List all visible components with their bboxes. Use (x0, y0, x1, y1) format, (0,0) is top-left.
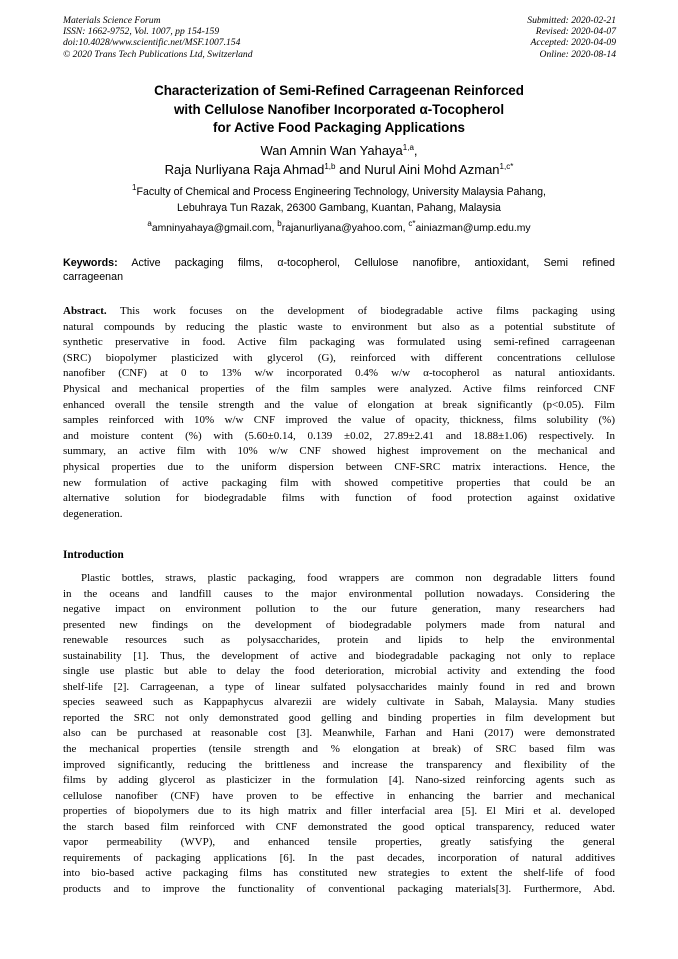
author-name: Wan Amnin Wan Yahaya (260, 143, 403, 158)
abstract-line: physical properties due to the uniform dispersion between CNF-SRC matrix interactions. Hence, the (63, 460, 615, 473)
paper-title (40, 82, 638, 138)
keywords (63, 256, 615, 285)
affiliation (40, 185, 638, 216)
abstract-line: nanofiber (CNF) at 0 to 13% w/w incorporated 0.4% w/w α-tocopherol as natural antioxidants. (63, 367, 615, 380)
online-date: Online: 2020-08-14 (539, 48, 616, 60)
abstract (63, 304, 615, 522)
body-line: reported the SRC not only demonstrated good gelling and binding properties in film development but (63, 711, 615, 724)
author-name: Nurul Aini Mohd Azman (364, 162, 500, 177)
author-affiliation-mark: 1,c* (499, 162, 514, 171)
body-line: improved significantly, reducing the brittleness and increase the transparency and flexibility of the (63, 758, 615, 771)
affiliation-mark: 1 (132, 183, 137, 192)
submitted-date: Submitted: 2020-02-21 (527, 15, 616, 26)
issn-line: ISSN: 1662-9752, Vol. 1007, pp 154-159 (63, 26, 220, 38)
body-line: sustainability [1]. Thus, the development of active and biodegradable packaging not only to replace (63, 649, 615, 662)
author-affiliation-mark: 1,b (324, 162, 336, 171)
body-line: species seaweed such as Kappaphycus alvarezii are widely cultivate in Sabah, Malaysia. Many studies (63, 696, 615, 709)
body-line: properties of biopolymers due to its high matrix and filler interfacial area [5]. El Miri et al. developed (63, 805, 615, 818)
author-affiliation-mark: 1,a (402, 143, 414, 152)
body-line: products and to improve the functionality of conventional packaging materials[3]. Furthermore, Abd. (63, 882, 615, 895)
body-line: negative impact on environment pollution to the our future generation, many researchers had (63, 603, 615, 616)
journal-header-left (63, 15, 253, 60)
email-address[interactable]: ainiazman@ump.edu.my (415, 223, 531, 234)
body-line: cellulose nanofiber (CNF) have proven to be effective in enhancing the barrier and mechanical (63, 789, 615, 802)
body-line: in the oceans and landfill causes to the major environmental pollution nowadays. Considering the (63, 587, 615, 600)
keywords-text: Active packaging films, α-tocopherol, Cellulose nanofibre, antioxidant, Semi refined (117, 257, 615, 269)
abstract-line: enhanced overall the tensile strength and the value of elongation at break significantly (p<0.05). Film (63, 398, 615, 411)
affiliation-line: Faculty of Chemical and Process Engineering Technology, University Malaysia Pahang, (136, 186, 546, 198)
abstract-line: summary, an active film with 10% w/w CNF showed highest improvement on the mechanical and (63, 445, 615, 458)
accepted-date: Accepted: 2020-04-09 (530, 37, 616, 49)
author-name: Raja Nurliyana Raja Ahmad (164, 162, 325, 177)
body-line: the starch based film reinforced with CNF demonstrated the good optical transparency, reduced water (63, 820, 615, 833)
title-line: with Cellulose Nanofiber Incorporated α-Tocopherol (173, 101, 505, 117)
abstract-line: and moisture content (%) with (5.60±0.14, 0.139 ±0.02, 27.89±2.41 and 18.88±1.06) respectively. In (63, 429, 615, 442)
section-heading-introduction: Introduction (63, 549, 124, 561)
body-line: requirements of packaging applications [6]. In the past decades, incorporation of natural additives (63, 851, 615, 864)
body-line: shelf-life [2]. Carrageenan, a type of linear sulfated polysaccharides mainly found in red and brown (63, 680, 615, 693)
journal-header-right (527, 15, 616, 60)
title-line: for Active Food Packaging Applications (213, 120, 465, 135)
body-line: renewable resources such as polysaccharides, protein and lipids to help the environmental (63, 634, 615, 647)
body-line: presented new findings on the development of biodegradable polymers made from natural and (63, 618, 615, 631)
abstract-line: degeneration. (63, 507, 123, 520)
email-mark: c* (408, 219, 416, 228)
body-line: single use plastic but able to delay the food deterioration, microbial activity and extending the food (63, 665, 615, 678)
abstract-label: Abstract. (63, 305, 107, 317)
abstract-line: natural compounds by reducing the plastic waste to environment but also as a potential substitute of (63, 320, 615, 333)
keywords-label: Keywords: (63, 257, 118, 269)
journal-name: Materials Science Forum (63, 15, 161, 26)
introduction-body (63, 571, 615, 897)
body-line: Plastic bottles, straws, plastic packaging, food wrappers are common non degradable litters found (81, 572, 615, 584)
email-address[interactable]: rajanurliyana@yahoo.com, (281, 223, 409, 234)
body-line: also can be purchased at reasonable cost [3]. Meanwhile, Farhan and Hani (2017) were demonstrated (63, 727, 615, 740)
body-line: vapor permeability (WVP), and enhanced tensile properties, greatly satisfying the general (63, 836, 615, 849)
body-line: the mechanical properties (tensile strength and % elongation at break) of SRC based film was (63, 743, 615, 756)
email-mark: a (147, 219, 152, 228)
abstract-line: alternative solution for biodegradable films with function of food protection against oxidative (63, 492, 615, 505)
email-address[interactable]: amninyahaya@gmail.com, (151, 223, 278, 234)
body-line: films by adding glycerol as plasticizer in the formulation [4]. Nano-sized reinforcing agents such as (63, 774, 615, 787)
author-conjunction: and (335, 162, 365, 177)
body-line: into bio-based active packaging films has constituted new strategies to extent the shelf-life of food (63, 867, 615, 880)
revised-date: Revised: 2020-04-07 (535, 26, 616, 38)
email-mark: b (277, 219, 282, 228)
email-list (40, 219, 638, 236)
abstract-line: new formulation of active packaging film with showed competitive properties that could be an (63, 476, 615, 489)
abstract-line: (SRC) biopolymer plasticized with glycerol (G), reinforced with different concentrations cellulose (63, 351, 615, 364)
abstract-line: samples reinforced with 10% w/w CNF improved the value of opacity, thickness, films solubility (%) (63, 414, 615, 427)
author-separator: , (413, 143, 418, 158)
copyright-line: © 2020 Trans Tech Publications Ltd, Switzerland (63, 48, 253, 60)
author-list (40, 141, 638, 179)
affiliation-line: Lebuhraya Tun Razak, 26300 Gambang, Kuantan, Pahang, Malaysia (177, 201, 501, 214)
abstract-line: Physical and mechanical properties of the film samples were analyzed. Active films reinforced CNF (63, 382, 615, 395)
title-line: Characterization of Semi-Refined Carrageenan Reinforced (154, 83, 524, 98)
doi-line[interactable]: doi:10.4028/www.scientific.net/MSF.1007.154 (63, 37, 241, 49)
abstract-line: This work focuses on the development of biodegradable active films packaging using (106, 305, 615, 317)
abstract-line: synthetic preservative in food. Active film packaging was formulated using semi-refined carrageenan (63, 336, 615, 349)
keywords-text: carrageenan (63, 271, 124, 284)
